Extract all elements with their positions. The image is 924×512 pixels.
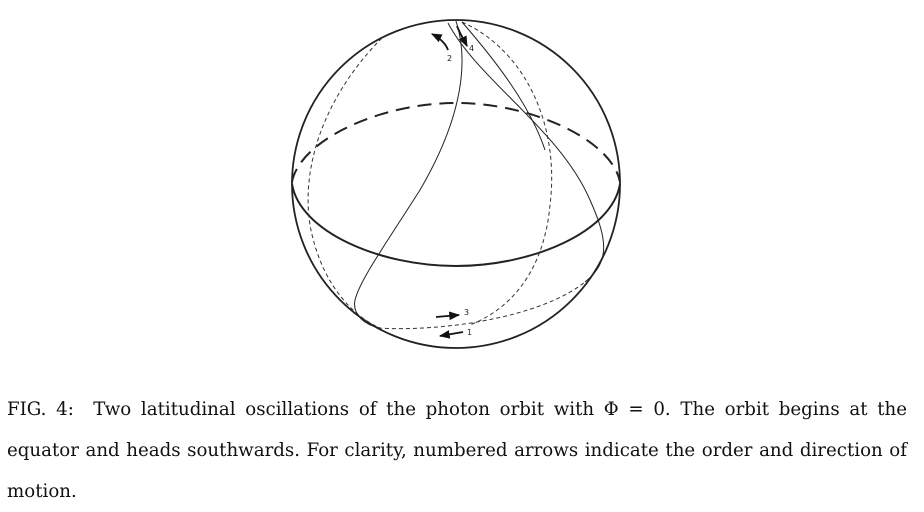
- arrow-label-3: 3: [464, 308, 470, 317]
- orbit-hidden-left: [308, 38, 382, 328]
- orbit-hidden-right: [462, 22, 552, 325]
- caption-prefix: FIG. 4:: [7, 399, 74, 420]
- arrow-label-1: 1: [467, 328, 473, 337]
- caption-text: Two latitudinal oscillations of the photon orbit with Φ = 0. The orbit begins at the equator and heads southwards. For clarity, numbered arrows indicate the order and direction of motion.: [7, 399, 907, 502]
- orbit-hidden-bottom: [378, 282, 585, 329]
- arrow-label-2: 2: [447, 54, 453, 63]
- direction-arrow-1: [440, 332, 463, 336]
- orbit-visible-c: [462, 22, 545, 150]
- direction-arrow-2: [432, 34, 448, 50]
- sphere-outline: [292, 20, 620, 348]
- figure-caption: [7, 389, 907, 512]
- equator-back: [292, 103, 620, 182]
- arrow-label-4: 4: [469, 44, 475, 53]
- equator-front: [292, 184, 620, 266]
- orbit-visible-a: [355, 21, 462, 328]
- direction-arrow-3: [436, 315, 459, 317]
- direction-arrow-4: [457, 26, 467, 46]
- orbit-visible-b: [448, 23, 604, 282]
